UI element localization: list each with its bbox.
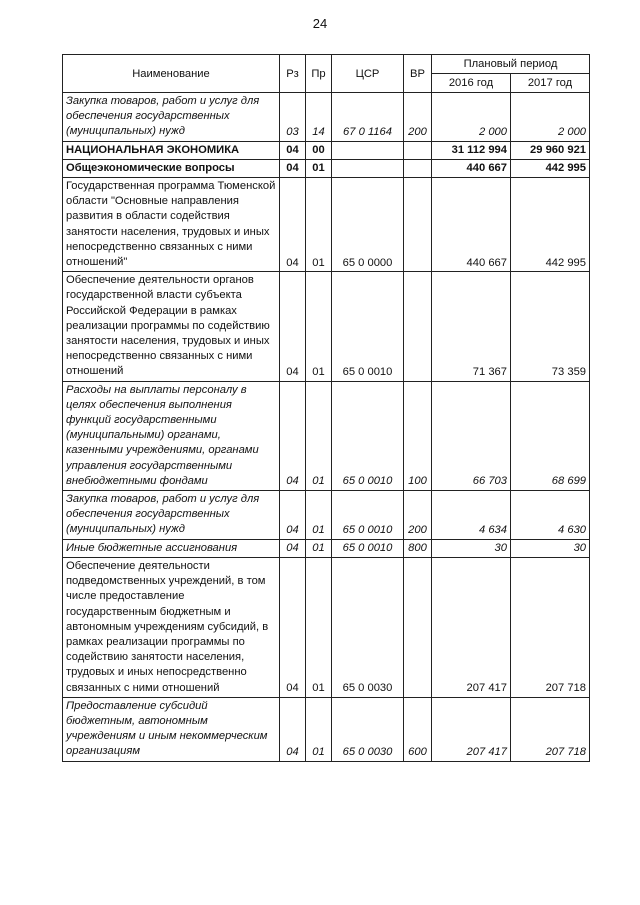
cell-vr: 200 (404, 93, 432, 142)
table-row (63, 93, 590, 142)
cell-name: Обеспечение деятельности органов государственной власти субъекта Российской Федерации в рамках реализации программы по содействию занятости населения, трудовых и иных непосредственно связанных с ними отношений (63, 272, 280, 381)
cell-2016: 71 367 (432, 272, 511, 381)
cell-vr: 600 (404, 697, 432, 761)
cell-2017: 68 699 (511, 381, 590, 490)
table-row (63, 697, 590, 761)
cell-pr: 00 (306, 141, 332, 159)
cell-vr: 800 (404, 539, 432, 557)
cell-rz: 04 (280, 539, 306, 557)
cell-rz: 03 (280, 93, 306, 142)
table-row (63, 491, 590, 540)
cell-csr (332, 159, 404, 177)
cell-rz: 04 (280, 557, 306, 697)
table-body (63, 93, 590, 762)
cell-vr (404, 141, 432, 159)
header-year-2016: 2016 год (432, 74, 511, 93)
cell-2016: 207 417 (432, 697, 511, 761)
cell-name: Общеэкономические вопросы (63, 159, 280, 177)
cell-vr (404, 557, 432, 697)
cell-2016: 31 112 994 (432, 141, 511, 159)
table-row (63, 141, 590, 159)
table-header (63, 55, 590, 93)
cell-2016: 30 (432, 539, 511, 557)
table-row (63, 159, 590, 177)
cell-csr: 67 0 1164 (332, 93, 404, 142)
cell-2016: 4 634 (432, 491, 511, 540)
cell-rz: 04 (280, 697, 306, 761)
cell-csr: 65 0 0030 (332, 557, 404, 697)
cell-name: Закупка товаров, работ и услуг для обеспечения государственных (муниципальных) нужд (63, 491, 280, 540)
cell-name: Обеспечение деятельности подведомственных учреждений, в том числе предоставление государственным бюджетным и автономным учреждениям субсидий, в рамках реализации программы по содействию занятости населения, трудовых и иных непосредственно связанных с ними отношений (63, 557, 280, 697)
table-row (63, 539, 590, 557)
cell-pr: 01 (306, 557, 332, 697)
cell-2017: 442 995 (511, 159, 590, 177)
cell-2017: 4 630 (511, 491, 590, 540)
table-row (63, 178, 590, 272)
cell-pr: 01 (306, 178, 332, 272)
cell-rz: 04 (280, 272, 306, 381)
cell-rz: 04 (280, 178, 306, 272)
cell-pr: 01 (306, 491, 332, 540)
cell-name: Закупка товаров, работ и услуг для обеспечения государственных (муниципальных) нужд (63, 93, 280, 142)
cell-rz: 04 (280, 491, 306, 540)
header-year-2017: 2017 год (511, 74, 590, 93)
cell-pr: 01 (306, 272, 332, 381)
cell-csr: 65 0 0000 (332, 178, 404, 272)
cell-name: Предоставление субсидий бюджетным, автономным учреждениям и иным некоммерческим организациям (63, 697, 280, 761)
cell-vr: 100 (404, 381, 432, 490)
cell-pr: 01 (306, 539, 332, 557)
cell-2016: 2 000 (432, 93, 511, 142)
cell-csr: 65 0 0010 (332, 539, 404, 557)
header-csr: ЦСР (332, 55, 404, 93)
header-name: Наименование (63, 55, 280, 93)
cell-vr (404, 178, 432, 272)
cell-pr: 14 (306, 93, 332, 142)
table-row (63, 557, 590, 697)
cell-name: Расходы на выплаты персоналу в целях обеспечения выполнения функций государственными (муниципальными) органами, казенными учреждениями, органами управления государственными внебюджетными фондами (63, 381, 280, 490)
table-row (63, 381, 590, 490)
header-pr: Пр (306, 55, 332, 93)
cell-name: НАЦИОНАЛЬНАЯ ЭКОНОМИКА (63, 141, 280, 159)
header-rz: Рз (280, 55, 306, 93)
cell-csr: 65 0 0030 (332, 697, 404, 761)
page-number: 24 (312, 16, 328, 31)
cell-2017: 30 (511, 539, 590, 557)
cell-2016: 440 667 (432, 178, 511, 272)
header-vr: ВР (404, 55, 432, 93)
cell-2017: 207 718 (511, 557, 590, 697)
cell-csr: 65 0 0010 (332, 381, 404, 490)
cell-2017: 2 000 (511, 93, 590, 142)
cell-csr: 65 0 0010 (332, 491, 404, 540)
table-row (63, 272, 590, 381)
cell-vr: 200 (404, 491, 432, 540)
cell-pr: 01 (306, 697, 332, 761)
cell-rz: 04 (280, 381, 306, 490)
cell-2016: 207 417 (432, 557, 511, 697)
cell-csr: 65 0 0010 (332, 272, 404, 381)
cell-csr (332, 141, 404, 159)
cell-pr: 01 (306, 159, 332, 177)
cell-vr (404, 159, 432, 177)
cell-rz: 04 (280, 141, 306, 159)
cell-2017: 207 718 (511, 697, 590, 761)
cell-2017: 73 359 (511, 272, 590, 381)
budget-table (62, 54, 590, 762)
cell-2017: 442 995 (511, 178, 590, 272)
cell-vr (404, 272, 432, 381)
cell-2016: 66 703 (432, 381, 511, 490)
cell-name: Иные бюджетные ассигнования (63, 539, 280, 557)
cell-rz: 04 (280, 159, 306, 177)
cell-pr: 01 (306, 381, 332, 490)
cell-2017: 29 960 921 (511, 141, 590, 159)
cell-name: Государственная программа Тюменской области "Основные направления развития в области содействия занятости населения, трудовых и иных непосредственно связанных с ними отношений" (63, 178, 280, 272)
cell-2016: 440 667 (432, 159, 511, 177)
header-planned-period: Плановый период (432, 55, 590, 74)
